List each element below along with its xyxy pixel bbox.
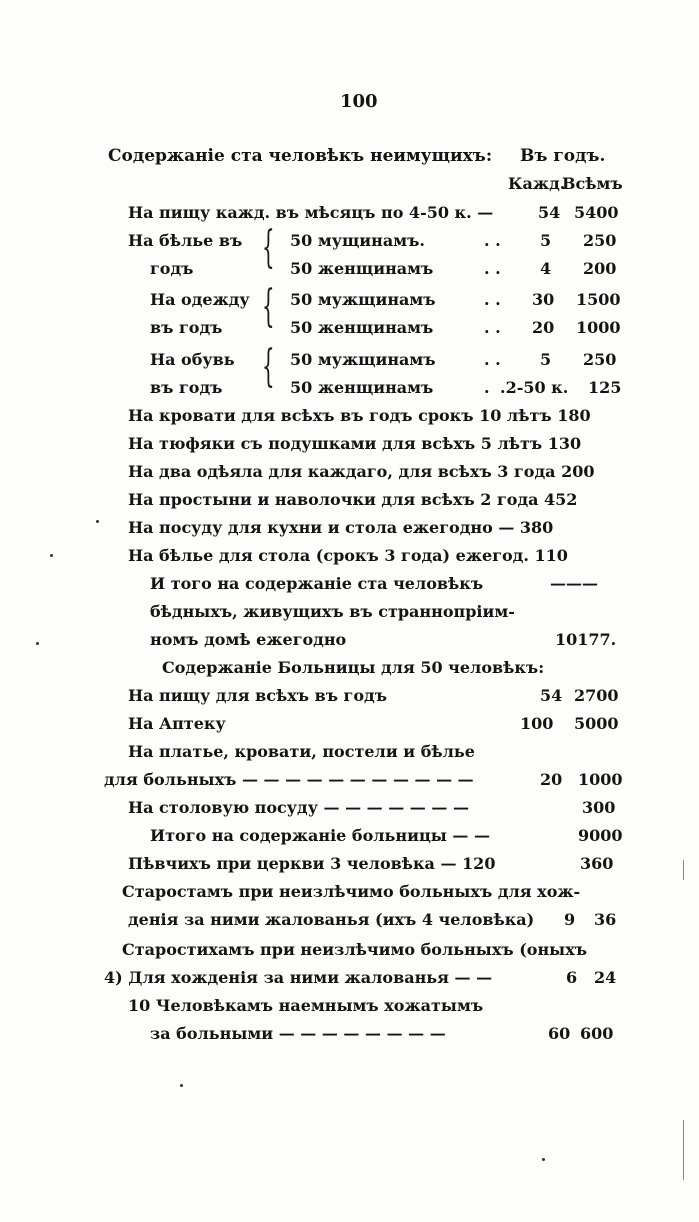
linen-row-dots: . . — [484, 231, 501, 250]
column-header-each: Кажд. — [508, 174, 566, 193]
dishes-all: 300 — [582, 798, 616, 817]
shoes-label-2: въ годъ — [150, 378, 223, 397]
shoes-row-text: 50 мужщинамъ — [290, 350, 436, 369]
clothes-row-dots: . . — [484, 290, 501, 309]
servants-each: 60 — [548, 1024, 571, 1043]
shoes-row-each: 5 — [540, 350, 552, 369]
shoes-row-all: 125 — [588, 378, 622, 397]
elders-line-2: денія за ними жалованья (ихъ 4 человѣка) — [128, 910, 535, 929]
hospital-total-all: 9000 — [578, 826, 623, 845]
paper-speck — [96, 520, 99, 523]
scan-edge-mark — [683, 860, 684, 880]
shoes-row-dots: . . — [484, 350, 501, 369]
hospital-food-label: На пищу для всѣхъ въ годъ — [128, 686, 387, 705]
paper-speck — [180, 1084, 183, 1087]
shoes-row-all: 250 — [583, 350, 617, 369]
linen-label-1: На бѣлье въ — [128, 231, 243, 250]
expense-line: На кровати для всѣхъ въ годъ срокъ 10 лѣтъ 180 — [128, 406, 591, 425]
linen-row-all: 200 — [583, 259, 617, 278]
linen-row-text: 50 женщинамъ — [290, 259, 434, 278]
hospital-food-each: 54 — [540, 686, 563, 705]
dress-line-2: для больныхъ — — — — — — — — — — — — [104, 770, 474, 789]
clothes-row-all: 1500 — [576, 290, 621, 309]
total1-amount: 10177. — [555, 630, 617, 649]
dress-line-1: На платье, кровати, постели и бѣлье — [128, 742, 475, 761]
hospital-title: Содержаніе Больницы для 50 человѣкъ: — [162, 658, 545, 677]
linen-row-dots: . . — [484, 259, 501, 278]
shoes-label-1: На обувь — [150, 350, 235, 369]
food-label: На пищу кажд. въ мѣсяцъ по 4-50 к. — — [128, 203, 494, 222]
elders-all: 36 — [594, 910, 617, 929]
clothes-row-text: 50 мужщинамъ — [290, 290, 436, 309]
hospital-total-label: Итого на содержаніе больницы — — — [150, 826, 490, 845]
expense-line: На тюфяки съ подушками для всѣхъ 5 лѣтъ 130 — [128, 434, 582, 453]
dress-all: 1000 — [578, 770, 623, 789]
singers-all: 360 — [580, 854, 614, 873]
servants-all: 600 — [580, 1024, 614, 1043]
elderwomen-all: 24 — [594, 968, 617, 987]
clothes-label-2: въ годъ — [150, 318, 223, 337]
linen-row-each: 4 — [540, 259, 552, 278]
food-all: 5400 — [574, 203, 619, 222]
total1-dash: ——— — [550, 574, 598, 593]
elders-each: 9 — [564, 910, 576, 929]
clothes-row-all: 1000 — [576, 318, 621, 337]
elderwomen-each: 6 — [566, 968, 578, 987]
dress-each: 20 — [540, 770, 563, 789]
food-each: 54 — [538, 203, 561, 222]
singers-label: Пѣвчихъ при церкви 3 человѣка — 120 — [128, 854, 496, 873]
clothes-brace: { — [262, 281, 275, 332]
pharmacy-each: 100 — [520, 714, 554, 733]
page-number: 100 — [340, 91, 378, 112]
servants-line-1: 10 Человѣкамъ наемнымъ хожатымъ — [128, 996, 484, 1015]
column-header-all: Всѣмъ — [562, 174, 623, 193]
elders-line-1: Старостамъ при неизлѣчимо больныхъ для хож- — [122, 882, 581, 901]
shoes-row-text: 50 женщинамъ — [290, 378, 434, 397]
paper-speck — [50, 554, 53, 557]
linen-brace: { — [262, 222, 275, 273]
servants-line-2: за больными — — — — — — — — — [150, 1024, 446, 1043]
pharmacy-all: 5000 — [574, 714, 619, 733]
expense-line: На два одѣяла для каждаго, для всѣхъ 3 года 200 — [128, 462, 595, 481]
scan-edge-mark — [683, 1120, 684, 1180]
linen-row-all: 250 — [583, 231, 617, 250]
clothes-label-1: На одежду — [150, 290, 250, 309]
linen-label-2: годъ — [150, 259, 194, 278]
expense-line: На посуду для кухни и стола ежегодно — 380 — [128, 518, 554, 537]
paper-speck — [542, 1158, 545, 1161]
clothes-row-dots: . . — [484, 318, 501, 337]
shoes-row-each: .2-50 к. — [500, 378, 569, 397]
pharmacy-label: На Аптеку — [128, 714, 226, 733]
expense-line: На бѣлье для стола (срокъ 3 года) ежегод. 110 — [128, 546, 568, 565]
dishes-label: На столовую посуду — — — — — — — — [128, 798, 469, 817]
total1-line-1: И того на содержаніе ста человѣкъ — [150, 574, 484, 593]
linen-row-each: 5 — [540, 231, 552, 250]
year-header: Въ годъ. — [520, 146, 606, 166]
shoes-row-dots: . — [484, 378, 490, 397]
expense-line: На простыни и наволочки для всѣхъ 2 года 452 — [128, 490, 578, 509]
total1-line-2: бѣдныхъ, живущихъ въ страннопріим- — [150, 602, 515, 621]
clothes-row-each: 30 — [532, 290, 555, 309]
shoes-brace: { — [262, 341, 275, 392]
section-title: Содержаніе ста человѣкъ неимущихъ: — [108, 146, 493, 166]
hospital-food-all: 2700 — [574, 686, 619, 705]
elderwomen-line-2: 4) Для хожденія за ними жалованья — — — [104, 968, 493, 987]
total1-line-3: номъ домѣ ежегодно — [150, 630, 347, 649]
clothes-row-each: 20 — [532, 318, 555, 337]
paper-speck — [36, 642, 39, 645]
elderwomen-line-1: Старостихамъ при неизлѣчимо больныхъ (оныхъ — [122, 940, 588, 959]
clothes-row-text: 50 женщинамъ — [290, 318, 434, 337]
linen-row-text: 50 мущинамъ. — [290, 231, 425, 250]
